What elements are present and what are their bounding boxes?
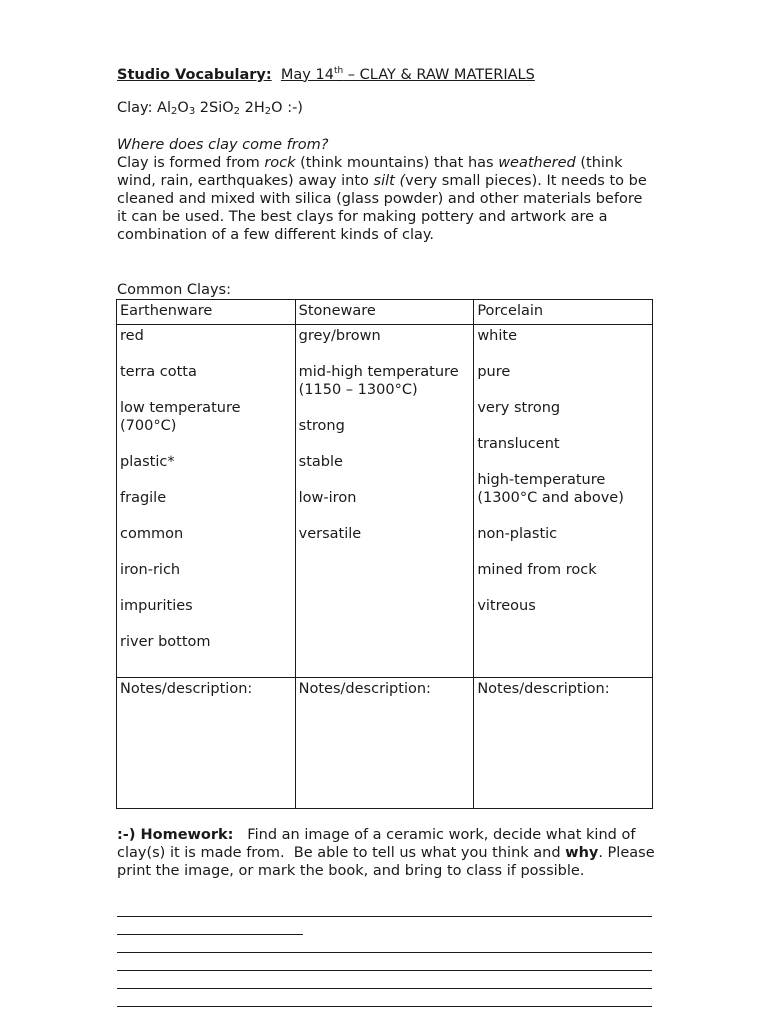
title-topic	[281, 67, 535, 83]
formula-part: O :-)	[271, 100, 303, 116]
list-item: fragile	[120, 490, 167, 506]
list-item: stable	[298, 454, 343, 470]
table-caption: Common Clays:	[117, 282, 231, 298]
list-item: impurities	[120, 598, 193, 614]
notes-row	[117, 678, 653, 809]
stoneware-list	[299, 327, 471, 543]
list-item: plastic*	[120, 454, 175, 470]
list-item: low-iron	[298, 490, 357, 506]
porcelain-cell	[474, 325, 653, 678]
column-header-stoneware: Stoneware	[295, 300, 474, 325]
homework-label: :-) Homework:	[117, 827, 234, 843]
list-item: high-temperature (1300°C and above)	[477, 472, 624, 506]
intro-paragraph	[117, 154, 653, 244]
list-item: red	[120, 328, 144, 344]
table-row	[117, 325, 653, 678]
intro-question: Where does clay come from?	[117, 137, 329, 153]
list-item: pure	[477, 364, 511, 380]
list-item: vitreous	[477, 598, 536, 614]
formula-sub: 2	[264, 106, 272, 117]
homework-text: Find an image of a ceramic work, decide what kind of clay(s) it is made from. Be able to tell us what you think and	[117, 827, 641, 861]
title-date-suffix: th	[333, 66, 344, 76]
homework-text: . Please print the image, or mark the book, and bring to class if possible.	[117, 845, 655, 879]
answer-line	[117, 1006, 652, 1007]
formula-part: 2SiO	[195, 100, 234, 116]
answer-line	[117, 952, 652, 953]
list-item: translucent	[477, 436, 560, 452]
intro-text: Clay is formed from	[117, 155, 265, 171]
clays-table	[116, 299, 653, 809]
homework-emphasis: why	[565, 845, 599, 861]
list-item: iron-rich	[120, 562, 181, 578]
formula-sub: 2	[171, 106, 178, 117]
formula-sub: 3	[188, 106, 196, 117]
intro-emphasis: rock	[264, 155, 296, 171]
formula-prefix: Clay: Al	[117, 100, 172, 116]
earthenware-list	[120, 327, 292, 651]
intro-text: very small pieces). It needs to be cleaned and mixed with silica (glass powder) and other materials before it can be used. The best clays for making pottery and artwork are a combination of a few different kinds of clay.	[117, 173, 647, 243]
clay-formula	[117, 99, 303, 117]
intro-text: (think wind, rain, earthquakes) away into	[117, 155, 623, 189]
list-item: strong	[298, 418, 345, 434]
intro-emphasis: weathered	[498, 155, 576, 171]
list-item: low temperature (700°C)	[120, 400, 241, 434]
list-item: white	[477, 328, 517, 344]
earthenware-cell	[117, 325, 296, 678]
title-label: Studio Vocabulary:	[117, 66, 272, 83]
list-item: terra cotta	[120, 364, 197, 380]
notes-stoneware: Notes/description:	[295, 678, 474, 809]
porcelain-list	[477, 327, 649, 615]
formula-sub: 2	[233, 106, 241, 117]
list-item: mined from rock	[477, 562, 597, 578]
page-title	[117, 62, 535, 84]
answer-line	[117, 970, 652, 971]
homework-section	[117, 826, 657, 880]
intro-text: (think mountains) that has	[295, 155, 499, 171]
column-header-porcelain: Porcelain	[474, 300, 653, 325]
list-item: river bottom	[120, 634, 211, 650]
notes-earthenware: Notes/description:	[117, 678, 296, 809]
notes-porcelain: Notes/description:	[474, 678, 653, 809]
column-header-earthenware: Earthenware	[117, 300, 296, 325]
list-item: very strong	[477, 400, 561, 416]
formula-part: O	[177, 100, 189, 116]
answer-line	[117, 916, 652, 917]
list-item: versatile	[298, 526, 362, 542]
intro-emphasis: silt (	[373, 173, 406, 189]
list-item: non-plastic	[477, 526, 558, 542]
list-item: grey/brown	[298, 328, 381, 344]
formula-part: 2H	[240, 100, 265, 116]
answer-line	[117, 934, 303, 935]
list-item: common	[120, 526, 184, 542]
title-topic-text: – CLAY & RAW MATERIALS	[343, 66, 535, 83]
title-date: May 14	[280, 66, 334, 83]
answer-line	[117, 988, 652, 989]
table-header-row	[117, 300, 653, 325]
list-item: mid-high temperature (1150 – 1300°C)	[298, 364, 459, 398]
intro-section	[117, 136, 653, 244]
stoneware-cell	[295, 325, 474, 678]
